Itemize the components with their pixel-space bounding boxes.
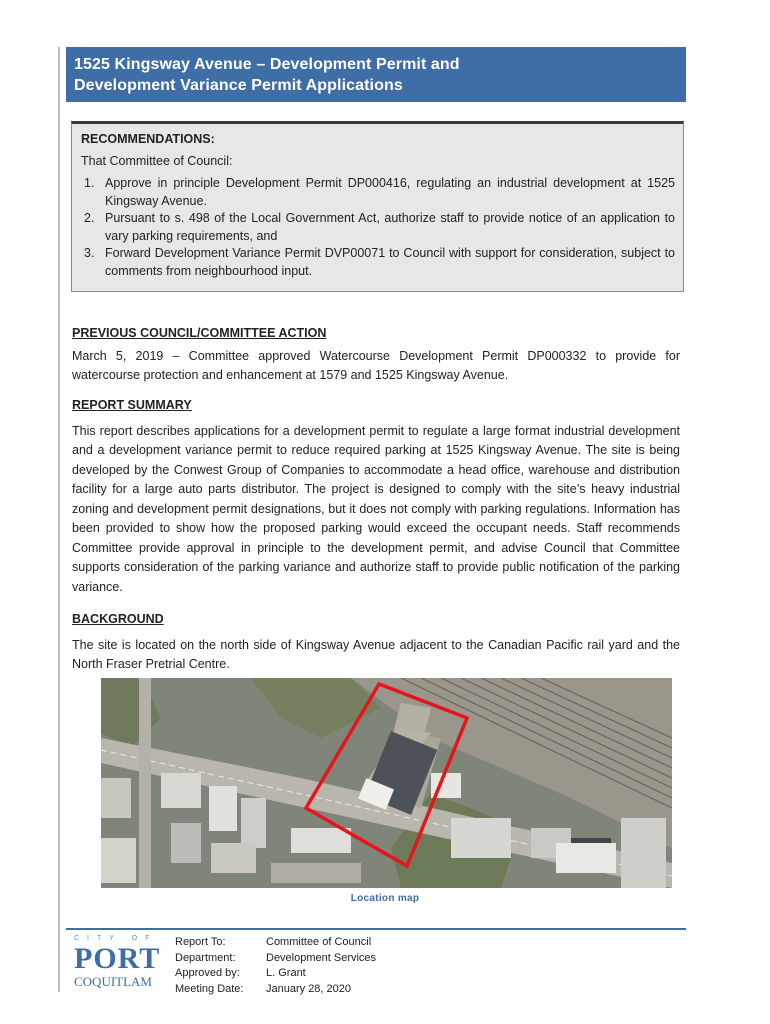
recommendations-intro: That Committee of Council: [81,154,233,168]
recommendation-number: 1. [84,176,95,190]
city-logo [72,935,164,995]
logo-port-text: PORT [74,942,161,975]
recommendation-item [81,245,675,280]
recommendation-number: 2. [84,211,95,225]
page-title [66,47,686,102]
meta-label: Report To: [175,936,226,948]
report-meta-labels [175,935,243,997]
report-summary-section [72,396,680,597]
map-caption: Location map [350,893,420,904]
previous-action-section [72,324,680,386]
background-section [72,610,680,675]
meta-value: L. Grant [266,967,306,979]
meta-label: Meeting Date: [175,982,244,995]
meta-label: Department: [175,951,236,964]
aerial-photo [101,678,672,888]
report-summary-heading: REPORT SUMMARY [72,398,192,412]
recommendation-item [81,175,675,210]
logo-city-text: CITY OF [74,935,158,942]
meta-value: January 28, 2020 [266,982,352,995]
logo-coquitlam-text: COQUITLAM [74,974,152,989]
recommendation-item [81,210,675,245]
report-summary-body: This report describes applications for a development permit to regulate a large format industrial development and a development variance permit to reduce required parking at 1525 Kingsway Avenue. The site is being developed by the Conwest Group of Companies to accommodate a head office, warehouse and distribution facility for a large auto parts distributor. The project is designed to comply with the site’s heavy industrial zoning and development permit designations, but it does not comply with parking regulations. Information has been provided to show how the proposed parking would exceed the occupant needs. Staff recommends Committee provide approval in principle to the development permit, and advise Council that Committee supports consideration of the parking variance and authorize staff to provide public notification of the parking variance. [72,423,680,594]
recommendation-text: Forward Development Variance Permit DVP00071 to Council with support for consideration, subject to comments from neighbourhood input. [105,246,675,278]
recommendations-box [71,121,684,292]
recommendation-text: Approve in principle Development Permit DP000416, regulating an industrial development at 1525 Kingsway Avenue. [105,176,675,208]
recommendation-text: Pursuant to s. 498 of the Local Government Act, authorize staff to provide notice of an application to vary parking requirements, and [105,211,675,243]
report-meta-values [266,935,376,997]
meta-value: Committee of Council [266,936,372,948]
previous-action-heading: PREVIOUS COUNCIL/COMMITTEE ACTION [72,326,327,340]
recommendations-heading: RECOMMENDATIONS: [81,132,215,146]
recommendation-number: 3. [84,246,95,260]
background-heading: BACKGROUND [72,612,164,626]
meta-label: Approved by: [175,967,240,979]
background-body: The site is located on the north side of Kingsway Avenue adjacent to the Canadian Pacific rail yard and the North Fraser Pretrial Centre. [72,637,680,671]
location-map [101,678,672,888]
recommendations-list [81,175,675,280]
title-line-1: 1525 Kingsway Avenue – Development Permit and [74,56,460,73]
left-margin-rule [58,47,60,992]
title-line-2: Development Variance Permit Applications [74,77,403,94]
previous-action-body: March 5, 2019 – Committee approved Watercourse Development Permit DP000332 to provide for watercourse protection and enhancement at 1579 and 1525 Kingsway Avenue. [72,348,680,382]
footer-rule [66,928,686,930]
meta-value: Development Services [266,951,377,964]
